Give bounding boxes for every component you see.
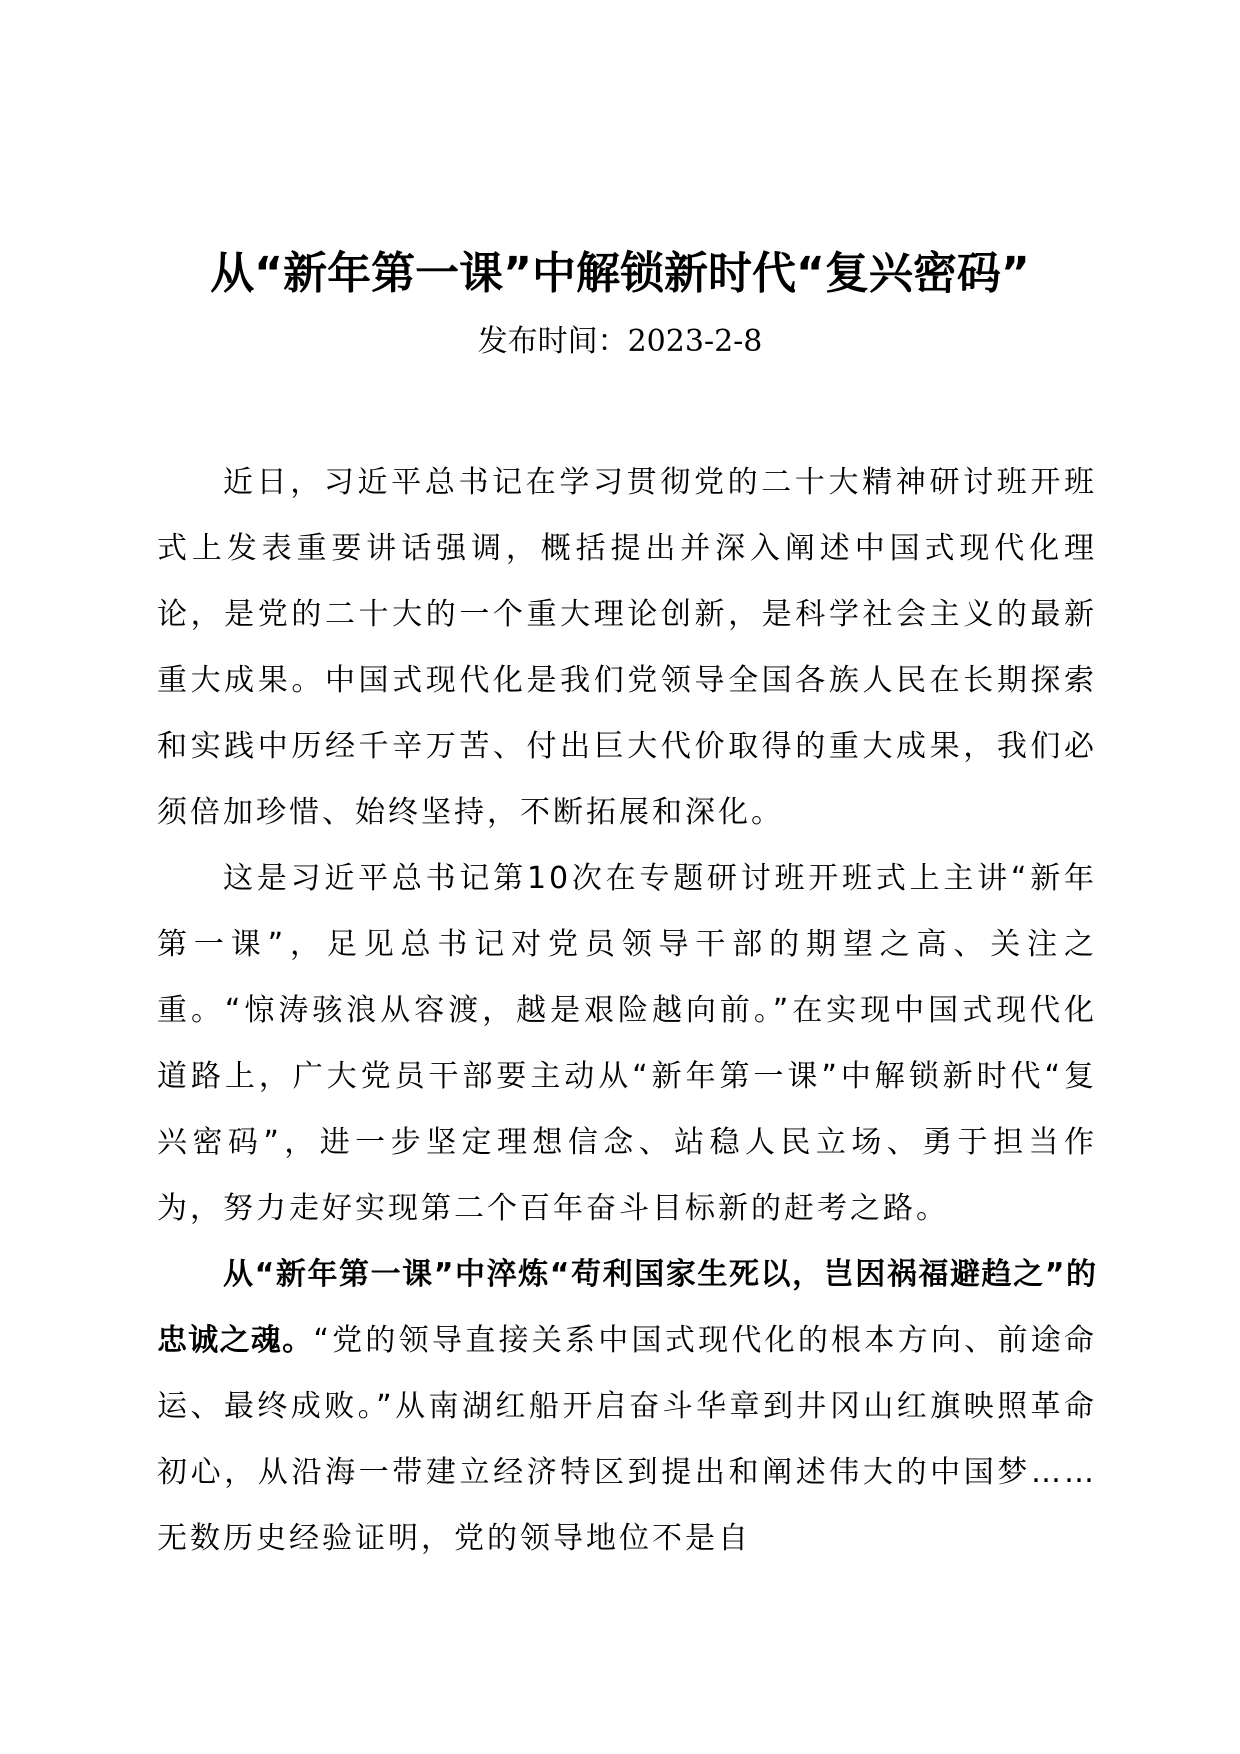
paragraph-1 [157,450,1097,846]
publish-label: 发布时间： [477,324,628,359]
publish-date: 2023-2-8 [627,324,763,359]
document-title: 从“新年第一课”中解锁新时代“复兴密码” [210,248,1030,299]
paragraph-2-text: 这是习近平总书记第10次在专题研讨班开班式上主讲“新年第一课”，足见总书记对党员领导干部的期望之高、关注之重。“惊涛骇浪从容渡，越是艰险越向前。”在实现中国式现代化道路上，广大党员干部要主动从“新年第一课”中解锁新时代“复兴密码”，进一步坚定理想信念、站稳人民立场、勇于担当作为，努力走好实现第二个百年奋斗目标新的赶考之路。 [157,861,1097,1226]
paragraph-2 [157,846,1097,1242]
paragraph-3-text: “党的领导直接关系中国式现代化的根本方向、前途命运、最终成败。”从南湖红船开启奋斗华章到井冈山红旗映照革命初心，从沿海一带建立经济特区到提出和阐述伟大的中国梦……无数历史经验证明，党的领导地位不是自 [157,1323,1098,1556]
paragraph-3-lead-sentence: 从“新年第一课”中淬炼“苟利国家生死以，岂因祸福避趋之”的忠诚之魂。 [157,1257,1097,1358]
article-body [157,450,1097,1572]
publish-info [100,320,1140,364]
paragraph-1-text: 近日，习近平总书记在学习贯彻党的二十大精神研讨班开班式上发表重要讲话强调，概括提出并深入阐述中国式现代化理论，是党的二十大的一个重大理论创新，是科学社会主义的最新重大成果。中国式现代化是我们党领导全国各族人民在长期探索和实践中历经千辛万苦、付出巨大代价取得的重大成果，我们必须倍加珍惜、始终坚持，不断拓展和深化。 [157,465,1097,830]
paragraph-3 [157,1242,1097,1572]
